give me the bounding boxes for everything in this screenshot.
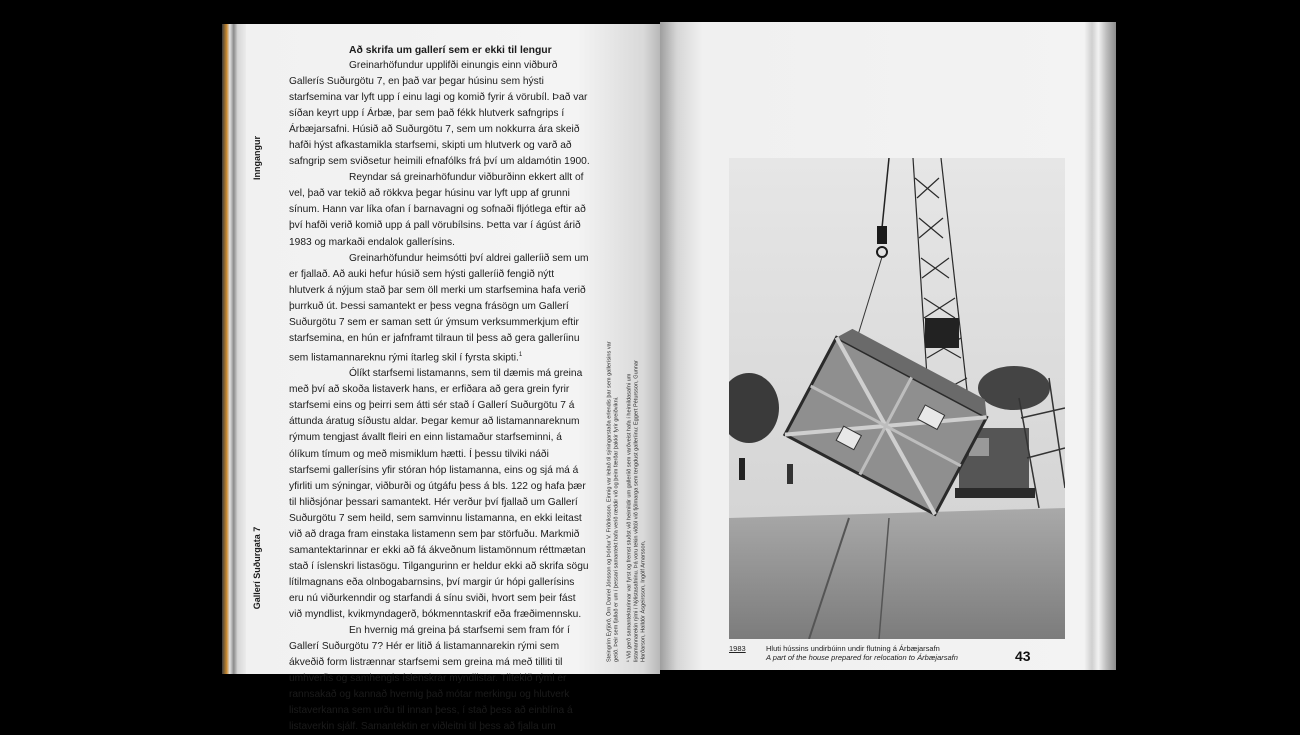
paragraph-5: En hvernig má greina þá starfsemi sem fram fór í Gallerí Suðurgötu 7? Hér er litið á listamannarekin rými sem ákveðið form listrænnar starfsemi sem greina má með tilliti til umhverfis og samhengis íslenskrar myndlistar. Tiltekið rými er rannsakað og kannað hvernig það mótar merkingu og hlutverk listaverkanna sem urðu til innan þess, í stað þess að einblína á listaverkin sjálf. Samantektin er viðleitni til þess að fjalla um [289, 625, 573, 733]
paragraph-3-text: Greinarhöfundur heimsótti því aldrei galleríið sem um er fjallað. Að auki hefur húsið sem hýsti galleríið fengið nýtt hlutverk á nýjum stað þar sem öll merki um starfsemina hafa verið þurrkuð út. Þessi samantekt er þess vegna frásögn um Gallerí Suðurgötu 7 sem er saman sett úr ýmsum verksummerkjum eftir starfsemina, en hún er jafnframt tilraun til þess að gera galleríinu sem listamannareknu rými ítarleg skil í fyrsta skipti. [289, 252, 589, 364]
paragraph-1: Greinarhöfundur upplifði einungis einn viðburð Gallerís Suðurgötu 7, en það var þegar húsinu sem hýsti starfsemina var lyft upp í einu lagi og komið fyrir á vörubíl. Það var síðan keyrt upp í Árbæ, þar sem það fékk hlutverk safngrips í Árbæjarsafni. Húsið að Suðurgötu 7, sem um nokkurra ára skeið hafði hýst afkastamikla starfsemi, skipti um hlutverk og varð að safngrip sem sviðsetur heimili efnafólks frá því um aldamótin 1900. [289, 60, 590, 168]
photo-illustration [729, 158, 1065, 639]
paragraph-4: Ólíkt starfsemi listamanns, sem til dæmis má greina með því að skoða listaverk hans, er erfiðara að gera grein fyrir starfsemi eins og þeirri sem átti sér stað í Gallerí Suðurgötu 7 á áttunda áratug síðustu aldar. Þegar kemur að listamannareknum rýmum tengjast ávallt fleiri en einn listamaður starfseminni, á ólíkum tímum og með mismiklum hætti. Í þessu tilviki náði starfsemi gallerísins yfir stóran hóp listamanna, eins og sjá má á yfirliti um sýningar, viðburði og útgáfu þess á bls. 122 og hafa þær til hliðsjónar þessari samantekt. Hér verður því fjallað um Gallerí Suðurgötu 7 sem heild, sem samvinnu listamanna, en ekki leitast við að draga fram einstaka listamenn sem þar störfuðu. Markmið samantektarinnar er ekki að fá ákveðnum listamönnum réttmætan stað í íslenskri listasögu. Tilgangurinn er heldur ekki að skrifa sögu lítilmagnans eða olnbogabarnsins, því margir úr hópi gallerísins eru nú viðurkenndir og starfandi á sínu sviði, hvort sem þeir fást við myndlist, kvikmyndagerð, bókmenntaskrif eða fræðimennsku. [289, 368, 589, 620]
footnote-mark: 1 [518, 351, 523, 358]
caption-number: 1983 [729, 644, 746, 653]
running-foot-label: Gallerí Suðurgata 7 [252, 526, 262, 610]
section-heading: Að skrifa um gallerí sem er ekki til lengur [349, 45, 552, 56]
book-page-edges-left [222, 24, 248, 674]
page-number: 43 [1015, 648, 1031, 664]
running-head [250, 132, 264, 184]
body-text [289, 44, 591, 735]
photo-crane-house [729, 158, 1065, 639]
book-page-edges-right [1084, 22, 1116, 670]
running-head-label: Inngangur [252, 136, 262, 180]
paragraph-3 [289, 251, 591, 367]
running-foot [250, 520, 264, 616]
paragraph-2: Reyndar sá greinarhöfundur viðburðinn ekkert allt of vel, það var tekið að rökkva þegar húsinu var lyft upp af grunni sínum. Hann var líka ofan í barnavagni og sofnaði fljótlega eftir að því hafði verið komið upp á pall vörubílsins. Þetta var í ágúst árið 1983 og markaði endalok gallerísins. [289, 172, 586, 248]
caption-icelandic: Hluti hússins undirbúinn undir flutning á Árbæjarsafn [766, 644, 940, 653]
caption-english: A part of the house prepared for relocation to Árbæjarsafn [766, 653, 958, 662]
margin-note-1: Steingrím Eyfjörð, Örn Daníel Jónsson og Þórður V. Friðriksson. Einnig var leitað til sýningarstaða erlendis þar sem gallerísins var getið. Þeir sem fjallað er um í þessari samantekt hafa verið ræddir við og þeim færðar þakkir fyrir greiðvikni. [606, 341, 620, 662]
margin-note-column [607, 340, 648, 662]
margin-note-2: ¹ Við gerð samantektarinnar var fyrst og fremst stuðst við heimildir um galleríið sem varðveist hafa í heimildasafni um listamannarekin rými í Nýlistasafninu. Þá voru tekin viðtöl við fjölmarga sem tengdust galleríinu: Eggert Pétursson, Gunnar Harðarson, Halldór Ásgeirsson, Ingólf Arnarsson, [626, 360, 647, 662]
margin-notes [601, 340, 653, 662]
